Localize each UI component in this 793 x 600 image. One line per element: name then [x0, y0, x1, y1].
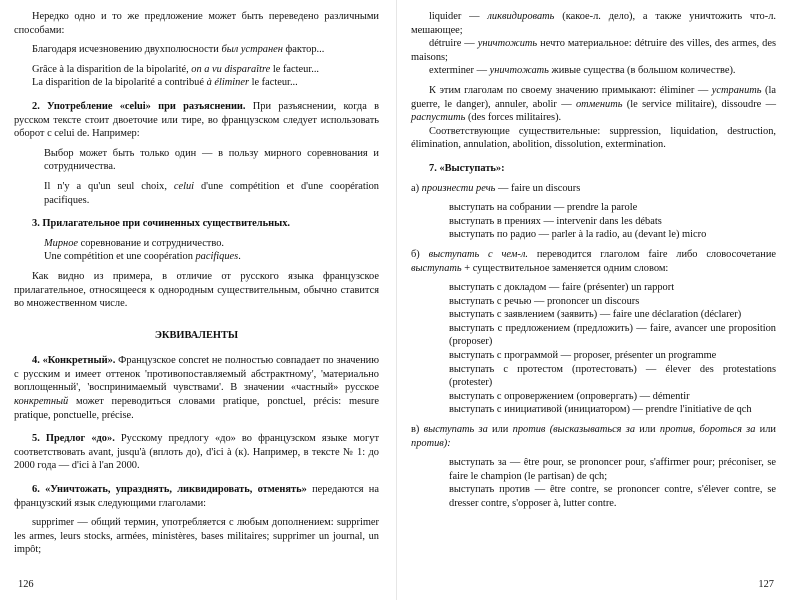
section-4: 4. «Конкретный». Французское concret не полностью совпадает по значению с русским и имеет оттенок 'противопоставляемый абстрактному', 'материально воплощенный', 'воспринимаемый чувствами'. В значении «частный» русское конкретный может переводиться словами pratique, ponctuel, précis: mesure pratique, ponctuelle, précise. — [14, 355, 379, 421]
section-6: 6. «Уничтожать, упразднять, ликвидировать, отменять» передаются на французский язык следующими глаголами: — [14, 484, 379, 509]
left-page — [14, 10, 379, 594]
subsection-b-line-5: выступать с программой — proposer, présenter un programme — [449, 350, 717, 362]
subsection-a-line-3: выступать по радио — parler à la radio, au (devant le) micro — [449, 229, 707, 241]
section-7: 7. «Выступать»: — [429, 162, 505, 174]
subsection-a-line-1: выступать на собрании — prendre la parole — [449, 202, 638, 214]
page-number-left: 126 — [18, 579, 34, 591]
summary-paragraph: Как видно из примера, в отличие от русского языка французское прилагательное, относящееся к однородным существительным, обычно ставится во множественном числе. — [14, 270, 379, 310]
subsection-v-line-2: выступать против — être contre, se prononcer contre, s'élever contre, se dresser contre, s'opposer à, lutter contre. — [449, 484, 776, 509]
example-fr-1: Grâce à la disparition de la bipolarité, on a vu disparaître le facteur... — [32, 63, 320, 75]
section-2-example-fr: Il n'y a qu'un seul choix, celui d'une compétition et d'une coopération pacifiques. — [44, 180, 379, 206]
section-5: 5. Предлог «до». Русскому предлогу «до» во французском языке могут соответствовать avant, jusqu'à (вплоть до), d'ici à (к). Например, в тексте № 1: до 2000 года — d'ici à l'an 2000. — [14, 433, 379, 472]
section-3-example-fr: Une compétition et une coopération pacifiques. — [44, 251, 241, 263]
subsection-b-line-6: выступать с протестом (протестовать) — élever des protestations (protester) — [449, 363, 776, 389]
subsection-b-line-4: выступать с предложением (предложить) — faire, avancer une proposition (proposer) — [449, 322, 776, 348]
section-heading: ЭКВИВАЛЕНТЫ — [154, 329, 239, 341]
section-3-example-ru: Мирное соревнование и сотрудничество. — [44, 237, 224, 249]
subsection-b-line-7: выступать с опровержением (опровергать) — démentir — [449, 390, 690, 402]
subsection-a: а) произнести речь — faire un discours — [411, 182, 581, 194]
subsection-b-line-1: выступать с докладом — faire (présenter) un rapport — [449, 282, 675, 294]
example-ru: Благодаря исчезновению двухполюсности был устранен фактор... — [32, 44, 325, 56]
liquider-line: liquider — ликвидировать (какое-л. дело), а также уничтожить что-л. мешающее; — [411, 11, 776, 36]
subsection-b: б) выступать с чем-л. переводится глаголом faire либо словосочетание выступать + существительное заменяется одним словом: — [411, 248, 776, 274]
detruire-line: détruire — уничтожить нечто материальное: détruire des villes, des armes, des maisons; — [411, 38, 776, 63]
subsection-b-line-8: выступать с инициативой (инициатором) — prendre l'initiative de qch — [449, 404, 752, 416]
example-fr-2: La disparition de la bipolarité a contribué à éliminer le facteur... — [32, 77, 298, 89]
subsection-b-line-3: выступать с заявлением (заявить) — faire une déclaration (déclarer) — [449, 309, 742, 321]
subsection-a-line-2: выступать в прениях — intervenir dans les débats — [449, 215, 662, 227]
subsection-v-line-1: выступать за — être pour, se prononcer pour, s'affirmer pour; préconiser, se faire le champion (le partisan) de qch; — [449, 457, 776, 482]
subsection-b-line-2: выступать с речью — prononcer un discours — [449, 295, 640, 307]
section-2-example-ru: Выбор может быть только один — в пользу мирного соревнования и сотрудничества. — [44, 147, 379, 173]
related-nouns: Соответствующие существительные: suppression, liquidation, destruction, élimination, annulation, abolition, dissolution, extermination. — [411, 125, 776, 151]
related-verbs: К этим глаголам по своему значению примыкают: éliminer — устранить (la guerre, le danger), annuler, abolir — отменить (le service militaire), dissoudre — распустить (des forces militaires). — [411, 84, 776, 124]
section-6-supprimer: supprimer — общий термин, употребляется с любым дополнением: supprimer les armes, leurs stocks, armées, ministères, bases militaires; supprimer un journal, un impôt; — [14, 517, 379, 556]
subsection-v: в) выступать за или против (высказываться за или против, бороться за или против): — [411, 424, 776, 449]
book-gutter — [396, 0, 397, 600]
intro-paragraph: Нередко одно и то же предложение может быть переведено различными способами: — [14, 11, 379, 36]
page-number-right: 127 — [758, 579, 774, 591]
section-3: 3. Прилагательное при сочиненных существительных. — [32, 218, 290, 230]
section-2: 2. Употребление «celui» при разъяснении. При разъяснении, когда в русском тексте стоит двоеточие или тире, во французском следует использовать оборот с celui de. Например: — [14, 100, 379, 140]
right-page — [411, 10, 776, 594]
exterminer-line: exterminer — уничтожать живые существа (в большом количестве). — [429, 65, 736, 77]
